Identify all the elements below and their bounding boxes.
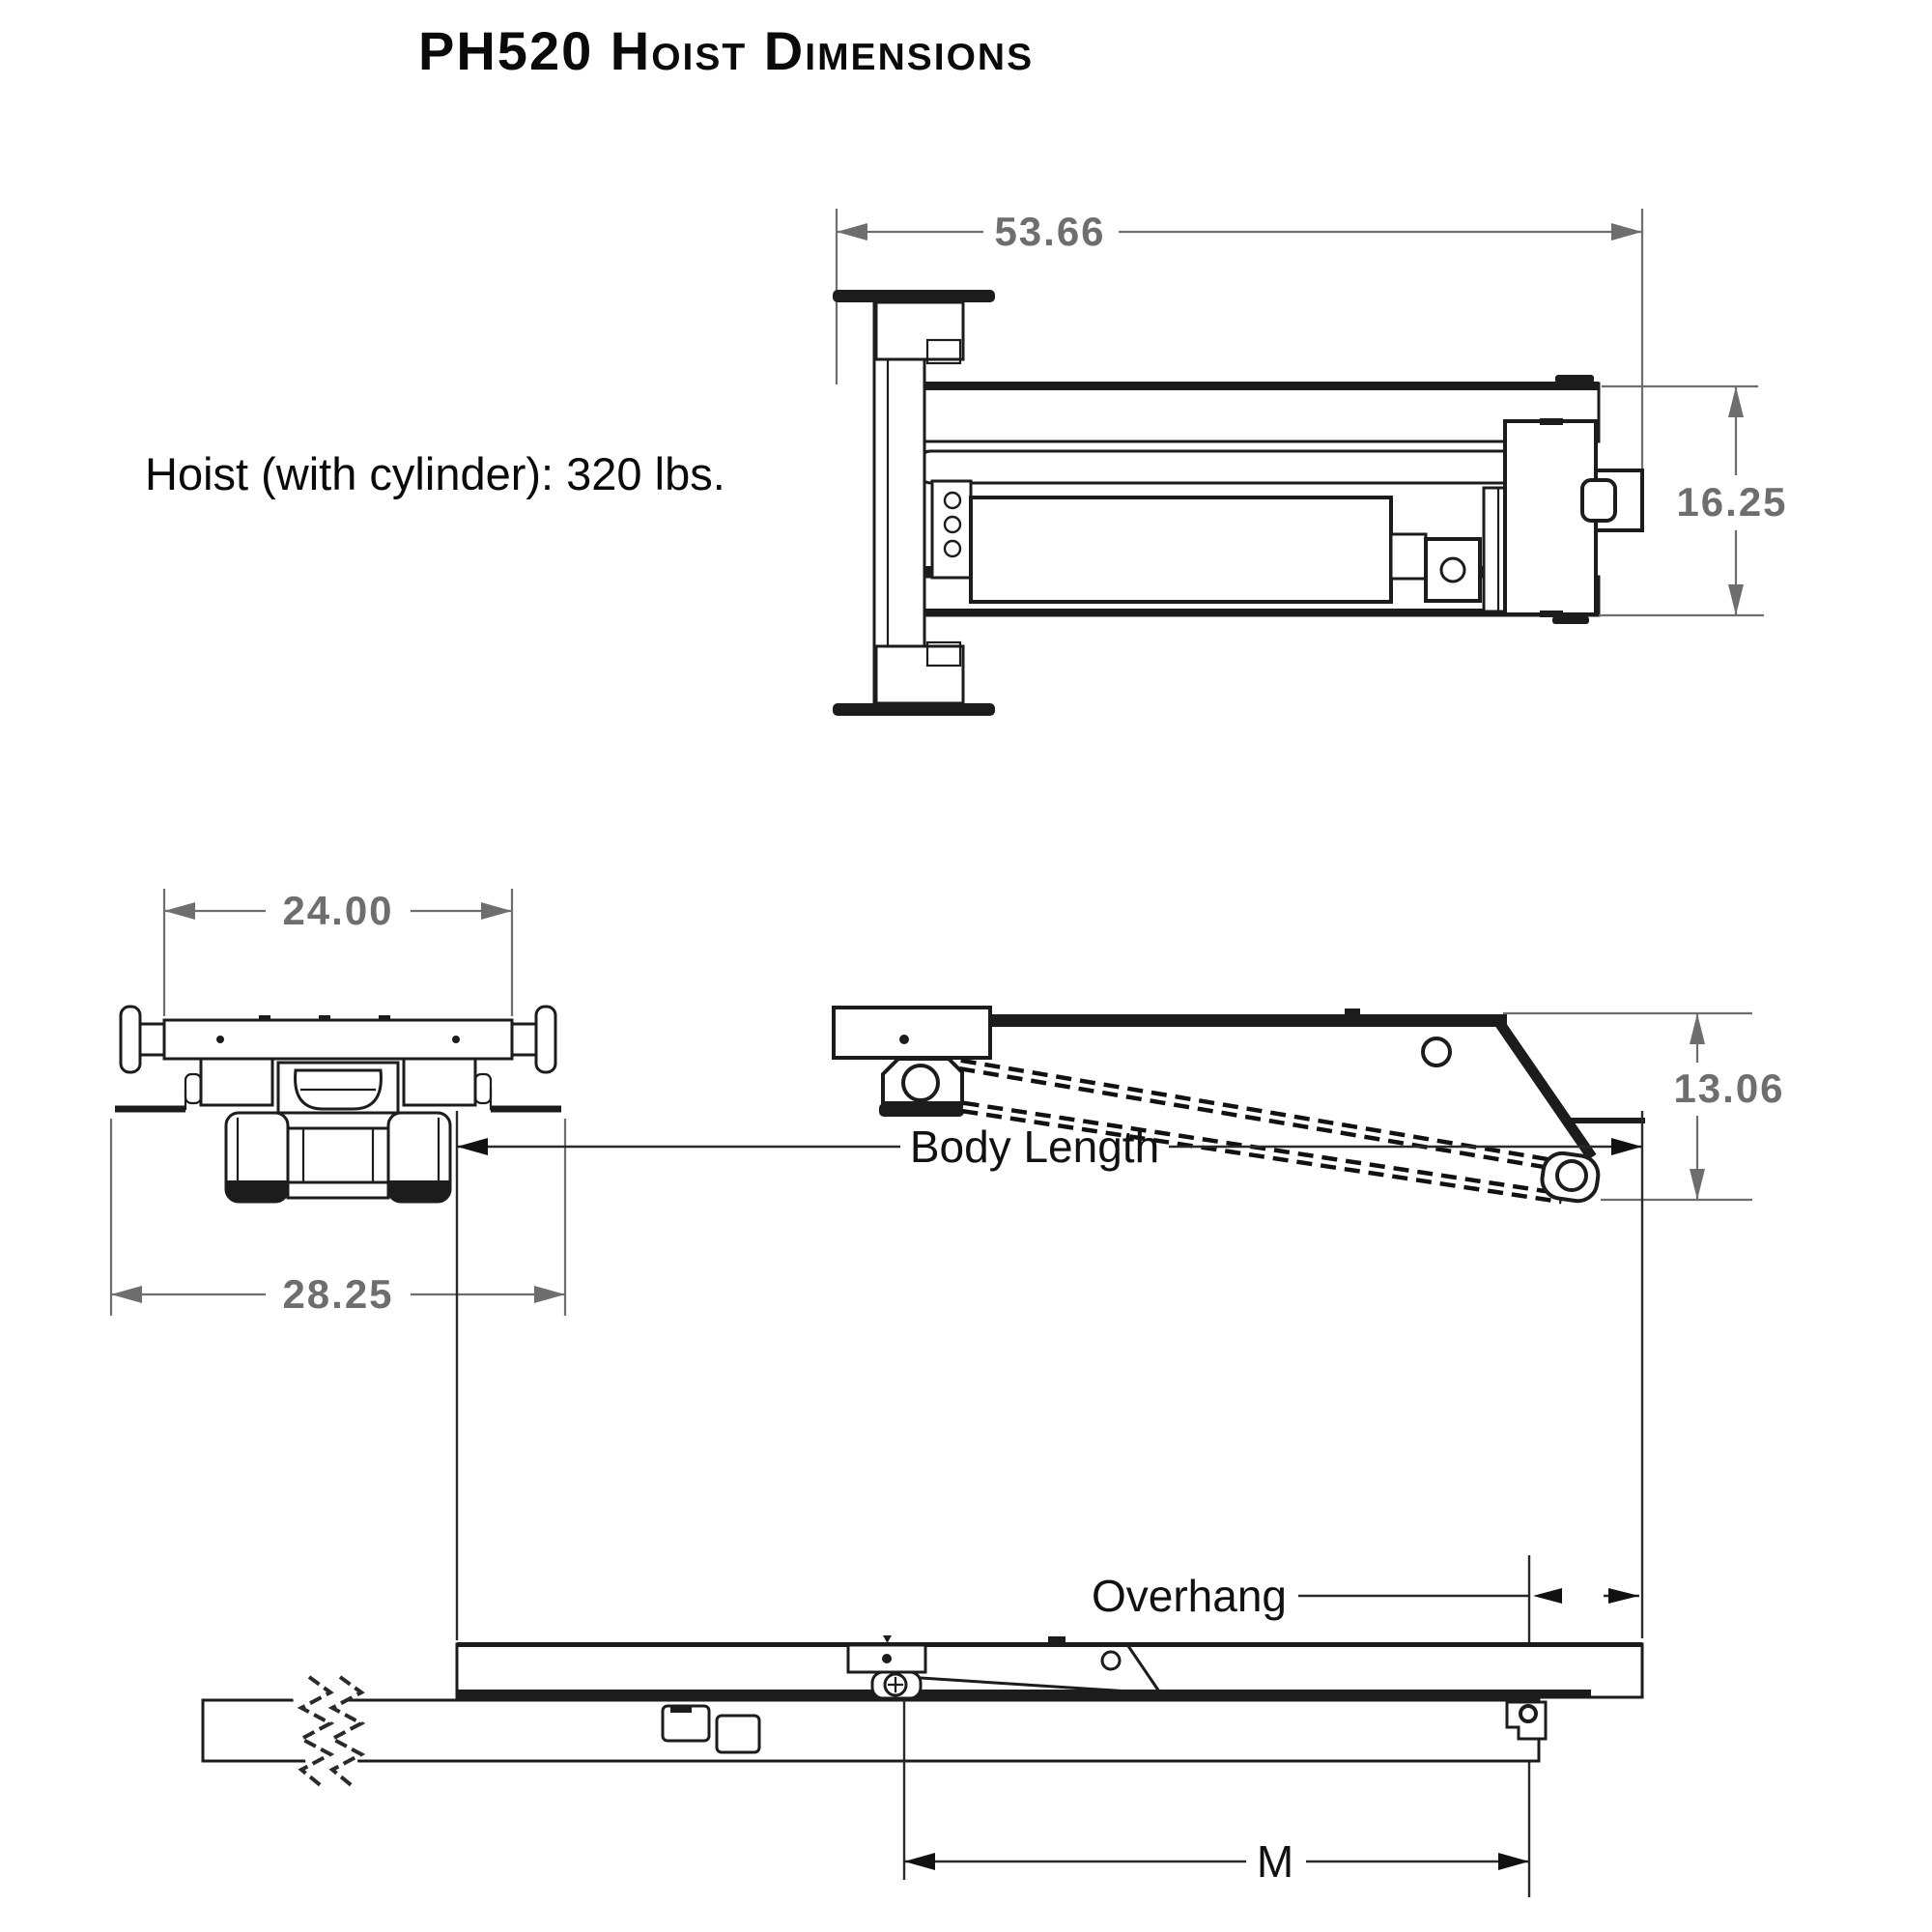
end-plate-right — [536, 1007, 555, 1072]
bolt-hole — [945, 517, 960, 532]
inner-rail-top — [918, 451, 1517, 483]
roller-assembly — [185, 1059, 491, 1202]
dim-front-overall-width — [111, 1119, 565, 1317]
boom-bar — [990, 1014, 1507, 1027]
dim-text-crossbar-width: 24.00 — [282, 888, 394, 933]
dim-text-body-length: Body Length — [909, 1122, 1160, 1172]
hanger-right — [404, 1059, 475, 1105]
arrow-up-icon — [1690, 1013, 1705, 1044]
arrow-right-icon — [1611, 223, 1642, 241]
arrow-right-icon — [1608, 1588, 1639, 1604]
dim-body-length — [457, 1111, 1642, 1640]
rail-tab-top — [1555, 375, 1594, 384]
arrow-left-icon — [1533, 1588, 1562, 1604]
dim-text-front-overall-width: 28.25 — [282, 1271, 394, 1317]
subframe — [457, 1635, 1642, 1698]
center-foot — [288, 1182, 388, 1198]
end-pin-left — [140, 1024, 164, 1055]
grease-dot — [899, 1035, 909, 1044]
hitch-pin-hole — [1582, 480, 1615, 521]
dim-text-stowed-height: 13.06 — [1673, 1065, 1785, 1111]
cross-tube-end — [834, 1008, 990, 1058]
arrow-right-icon — [1498, 1853, 1529, 1870]
hanger-tab-left — [185, 1074, 201, 1103]
roller-foot-right — [388, 1180, 450, 1202]
boom-angle-edge — [1500, 1024, 1592, 1157]
arrow-left-icon — [164, 902, 195, 920]
arrow-left-icon — [837, 223, 867, 241]
cross-cap-top — [833, 290, 995, 302]
top-rail — [911, 384, 1599, 441]
arrow-down-icon — [1690, 1169, 1705, 1200]
dim-text-overall-width: 16.25 — [1676, 479, 1788, 525]
rear-bracket-hole — [1520, 1706, 1536, 1721]
weight-note: Hoist (with cylinder): 320 lbs. — [145, 448, 725, 499]
dim-crossbar-width — [164, 888, 512, 1016]
cross-block-top — [876, 302, 963, 359]
arrow-left-icon — [457, 1138, 488, 1155]
bolt-dot — [452, 1036, 460, 1043]
cross-post — [874, 302, 924, 703]
arrow-up-icon — [1728, 386, 1744, 417]
front-view — [111, 888, 565, 1317]
cylinder-assembly — [932, 481, 1584, 613]
arrow-left-icon — [111, 1286, 142, 1303]
arrow-left-icon — [904, 1853, 935, 1870]
chain-end-link — [1540, 1151, 1601, 1203]
roller-foot-left — [226, 1180, 288, 1202]
rail-tab-bottom — [1552, 616, 1589, 624]
arrow-right-icon — [481, 902, 512, 920]
bolt-dot — [216, 1036, 224, 1043]
bolt-hole — [945, 541, 960, 556]
arm-hole — [1102, 1652, 1120, 1669]
arrow-right-icon — [534, 1286, 565, 1303]
cross-cap-bottom — [833, 703, 995, 716]
cylinder-rod — [1391, 534, 1426, 579]
arrow-down-icon — [1728, 584, 1744, 615]
end-pin-right — [512, 1024, 536, 1055]
end-block — [1505, 418, 1642, 617]
bolt-hole — [945, 493, 960, 508]
dim-text-overhang: Overhang — [1091, 1571, 1287, 1621]
installed-view — [203, 1111, 1642, 1897]
fitting-hole — [1441, 558, 1464, 582]
end-plate-left — [121, 1007, 140, 1072]
hanger-left — [201, 1059, 272, 1105]
cylinder-body — [971, 497, 1391, 602]
dim-text-overall-length: 53.66 — [994, 209, 1106, 254]
arrow-right-icon — [1611, 1138, 1642, 1155]
top-view — [833, 209, 1788, 716]
pivot-hole — [903, 1065, 938, 1100]
dim-text-mount-distance: M — [1256, 1836, 1294, 1887]
hanger-tab-right — [475, 1074, 491, 1103]
boom-hole — [1423, 1038, 1450, 1065]
cross-block-bottom — [876, 646, 963, 703]
page-title: PH520 Hoist Dimensions — [418, 20, 1035, 81]
